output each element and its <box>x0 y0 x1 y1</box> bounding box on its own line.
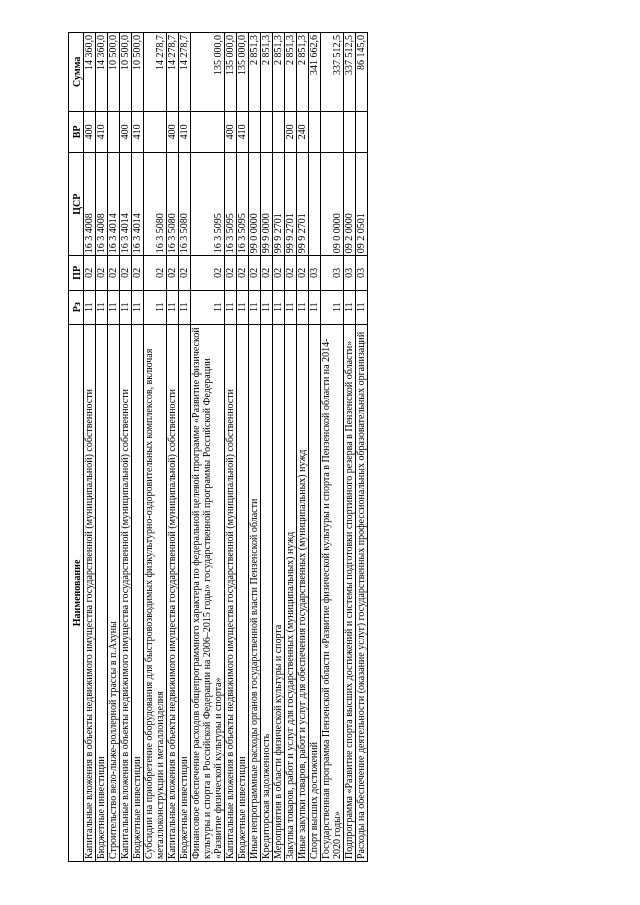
cell-name: Капитальные вложения в объекты недвижимого имущества государственной (муниципальной) собственности <box>167 324 179 861</box>
cell-pr: 03 <box>309 256 321 290</box>
cell-vr <box>108 111 120 153</box>
cell-vr: 410 <box>132 111 144 153</box>
cell-vr: 410 <box>237 111 249 153</box>
cell-sum: 135 000,0 <box>225 33 237 112</box>
cell-sum: 2 851,3 <box>249 33 261 112</box>
table-row <box>321 33 344 862</box>
cell-sum: 135 000,0 <box>191 33 225 112</box>
cell-rz: 11 <box>285 290 297 324</box>
cell-pr: 02 <box>273 256 285 290</box>
cell-csr: 16 3 5095 <box>237 153 249 256</box>
cell-csr: 16 3 5095 <box>225 153 237 256</box>
cell-name: Бюджетные инвестиции <box>237 324 249 861</box>
cell-sum: 337 512,5 <box>321 33 344 112</box>
cell-pr: 02 <box>249 256 261 290</box>
cell-name: Мероприятия в области физической культуры и спорта <box>273 324 285 861</box>
cell-csr: 16 3 5080 <box>179 153 191 256</box>
cell-sum: 10 500,0 <box>120 33 132 112</box>
cell-sum: 14 278,7 <box>144 33 167 112</box>
table-row <box>344 33 356 862</box>
cell-csr: 99 9 0000 <box>261 153 273 256</box>
header-vr: ВР <box>69 111 84 153</box>
cell-rz: 11 <box>297 290 309 324</box>
cell-name: Спорт высших достижений <box>309 324 321 861</box>
cell-sum: 14 360,0 <box>96 33 108 112</box>
cell-csr: 99 9 2701 <box>273 153 285 256</box>
table-row <box>297 33 309 862</box>
cell-name: Закупка товаров, работ и услуг для государственных (муниципальных) нужд <box>285 324 297 861</box>
cell-csr: 16 3 4008 <box>84 153 96 256</box>
cell-vr: 410 <box>96 111 108 153</box>
cell-name: Иные непрограммные расходы органов государственной власти Пензенской области <box>249 324 261 861</box>
table-row <box>309 33 321 862</box>
cell-csr: 99 0 0000 <box>249 153 261 256</box>
cell-csr: 09 2 0000 <box>344 153 356 256</box>
cell-name: Государственная программа Пензенской области «Развитие физической культуры и спорта в Пензенской области на 2014-2020 годы» <box>321 324 344 861</box>
cell-vr <box>309 111 321 153</box>
cell-name: Капитальные вложения в объекты недвижимого имущества государственной (муниципальной) собственности <box>225 324 237 861</box>
cell-vr <box>321 111 344 153</box>
cell-pr: 02 <box>237 256 249 290</box>
cell-rz: 11 <box>261 290 273 324</box>
table-row <box>84 33 96 862</box>
cell-csr <box>309 153 321 256</box>
cell-rz: 11 <box>273 290 285 324</box>
cell-sum: 14 360,0 <box>84 33 96 112</box>
cell-sum: 135 000,0 <box>237 33 249 112</box>
cell-name: Бюджетные инвестиции <box>96 324 108 861</box>
cell-csr: 16 3 4014 <box>108 153 120 256</box>
cell-rz: 11 <box>96 290 108 324</box>
cell-rz: 11 <box>179 290 191 324</box>
cell-csr: 16 3 4014 <box>120 153 132 256</box>
cell-rz: 11 <box>321 290 344 324</box>
cell-pr: 02 <box>96 256 108 290</box>
header-sum: Сумма <box>69 33 84 112</box>
cell-csr: 16 3 5095 <box>191 153 225 256</box>
table-row <box>179 33 191 862</box>
cell-vr: 240 <box>297 111 309 153</box>
cell-pr: 02 <box>108 256 120 290</box>
cell-rz: 11 <box>144 290 167 324</box>
cell-pr: 02 <box>132 256 144 290</box>
cell-csr: 09 0 0000 <box>321 153 344 256</box>
cell-name: Финансовое обеспечение расходов общепрограммного характера по федеральной целевой программе «Развитие физической культуры и спорта в Российской Федерации на 2006–2015 годы» государственной программы Российской Федерации «Развитие физической культуры и спорта» <box>191 324 225 861</box>
table-row <box>132 33 144 862</box>
header-rz: Рз <box>69 290 84 324</box>
header-csr: ЦСР <box>69 153 84 256</box>
cell-pr: 03 <box>356 256 368 290</box>
cell-rz: 11 <box>356 290 368 324</box>
cell-sum: 2 851,3 <box>297 33 309 112</box>
cell-csr: 99 9 2701 <box>285 153 297 256</box>
table-row <box>96 33 108 862</box>
cell-sum: 2 851,3 <box>285 33 297 112</box>
cell-name: Бюджетные инвестиции <box>179 324 191 861</box>
cell-pr: 02 <box>179 256 191 290</box>
cell-rz: 11 <box>132 290 144 324</box>
header-name: Наименование <box>69 324 84 861</box>
cell-name: Капитальные вложения в объекты недвижимого имущества государственной (муниципальной) собственности <box>120 324 132 861</box>
cell-rz: 11 <box>167 290 179 324</box>
cell-csr: 16 3 5080 <box>144 153 167 256</box>
cell-pr: 02 <box>261 256 273 290</box>
cell-csr: 09 2 0501 <box>356 153 368 256</box>
cell-vr <box>191 111 225 153</box>
cell-vr <box>249 111 261 153</box>
cell-rz: 11 <box>225 290 237 324</box>
cell-rz: 11 <box>309 290 321 324</box>
cell-pr: 02 <box>297 256 309 290</box>
cell-pr: 03 <box>321 256 344 290</box>
cell-vr: 400 <box>225 111 237 153</box>
cell-rz: 11 <box>120 290 132 324</box>
table-header-row <box>69 33 84 862</box>
cell-vr: 400 <box>120 111 132 153</box>
cell-name: Строительство вело-лыже-роллерной трассы в п.Ахуны <box>108 324 120 861</box>
table-row <box>167 33 179 862</box>
table-row <box>273 33 285 862</box>
table-row <box>261 33 273 862</box>
cell-rz: 11 <box>84 290 96 324</box>
cell-sum: 10 500,0 <box>132 33 144 112</box>
budget-table <box>68 32 368 862</box>
cell-csr: 16 3 5080 <box>167 153 179 256</box>
cell-vr: 200 <box>285 111 297 153</box>
cell-vr: 400 <box>167 111 179 153</box>
cell-rz: 11 <box>249 290 261 324</box>
table-row <box>191 33 225 862</box>
cell-sum: 10 500,0 <box>108 33 120 112</box>
cell-sum: 14 278,7 <box>179 33 191 112</box>
table-row <box>144 33 167 862</box>
cell-name: Бюджетные инвестиции <box>132 324 144 861</box>
cell-vr <box>344 111 356 153</box>
cell-pr: 02 <box>167 256 179 290</box>
table-row <box>356 33 368 862</box>
cell-sum: 341 662,6 <box>309 33 321 112</box>
cell-vr <box>273 111 285 153</box>
cell-pr: 02 <box>144 256 167 290</box>
cell-rz: 11 <box>108 290 120 324</box>
cell-csr: 16 3 4008 <box>96 153 108 256</box>
table-row <box>249 33 261 862</box>
cell-csr: 99 9 2701 <box>297 153 309 256</box>
cell-vr <box>261 111 273 153</box>
cell-sum: 337 512,5 <box>344 33 356 112</box>
cell-pr: 02 <box>120 256 132 290</box>
cell-sum: 14 278,7 <box>167 33 179 112</box>
budget-table-rotated <box>68 32 576 862</box>
header-pr: ПР <box>69 256 84 290</box>
cell-sum: 2 851,3 <box>273 33 285 112</box>
cell-rz: 11 <box>344 290 356 324</box>
cell-name: Подпрограмма «Развитие спорта высших достижений и системы подготовки спортивного резерва в Пензенской области» <box>344 324 356 861</box>
table-row <box>285 33 297 862</box>
cell-pr: 02 <box>225 256 237 290</box>
cell-sum: 86 145,0 <box>356 33 368 112</box>
cell-vr: 410 <box>179 111 191 153</box>
table-row <box>120 33 132 862</box>
cell-vr <box>356 111 368 153</box>
cell-name: Расходы на обеспечение деятельности (оказание услуг) государственных профессиональных образовательных организаций <box>356 324 368 861</box>
cell-pr: 03 <box>344 256 356 290</box>
table-row <box>225 33 237 862</box>
cell-vr: 400 <box>84 111 96 153</box>
cell-csr: 16 3 4014 <box>132 153 144 256</box>
table-row <box>237 33 249 862</box>
cell-sum: 2 851,3 <box>261 33 273 112</box>
cell-pr: 02 <box>285 256 297 290</box>
cell-rz: 11 <box>191 290 225 324</box>
page-number <box>0 6 10 18</box>
cell-vr <box>144 111 167 153</box>
cell-rz: 11 <box>237 290 249 324</box>
cell-name: Субсидии на приобретение оборудования для быстровозводимых физкультурно-оздоровительных комплексов, включая металлоконструкции и металлоизделия <box>144 324 167 861</box>
cell-name: Капитальные вложения в объекты недвижимого имущества государственной (муниципальной) собственности <box>84 324 96 861</box>
cell-pr: 02 <box>191 256 225 290</box>
cell-name: Иные закупки товаров, работ и услуг для обеспечения государственных (муниципальных) нужд <box>297 324 309 861</box>
cell-pr: 02 <box>84 256 96 290</box>
cell-name: Кредиторская задолженность <box>261 324 273 861</box>
table-row <box>108 33 120 862</box>
